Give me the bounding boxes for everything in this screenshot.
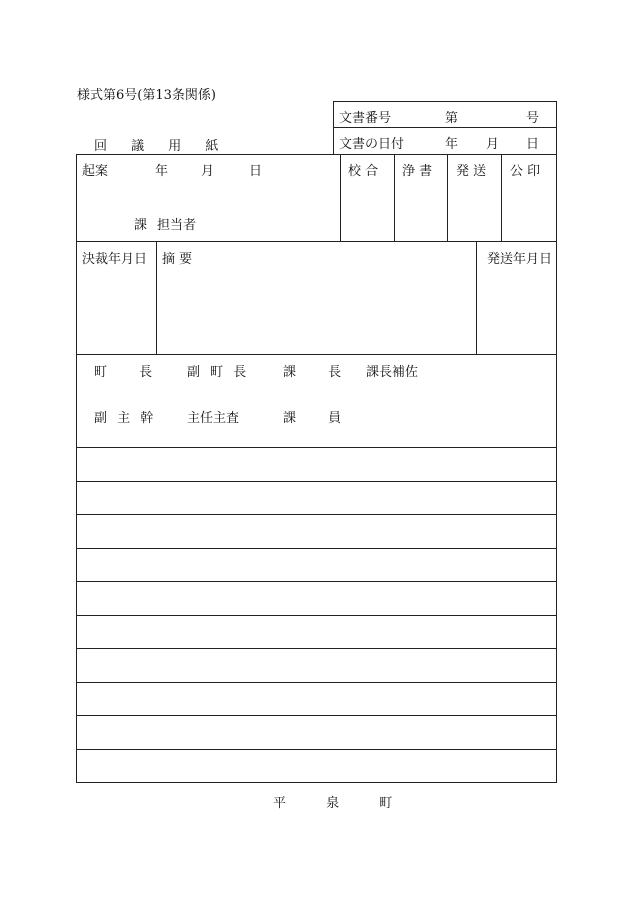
tekiyou-label: 摘 要 — [162, 252, 193, 267]
approver-fukuchouchou: 副 町 長 — [187, 365, 250, 380]
decision-divider — [476, 241, 477, 354]
blank-row-line — [76, 581, 557, 582]
kian-label: 起案 — [82, 164, 109, 179]
kian-tantousha: 担当者 — [157, 218, 197, 233]
form-code: 様式第6号(第13条関係) — [77, 88, 216, 103]
section-divider — [76, 354, 557, 355]
form-title: 回 議 用 紙 — [94, 139, 229, 154]
stamp-divider — [394, 154, 395, 241]
blank-row-line — [76, 648, 557, 649]
blank-row-line — [76, 682, 557, 683]
stamp-kougou: 校 合 — [348, 164, 379, 179]
blank-row-line — [76, 749, 557, 750]
decision-divider — [156, 241, 157, 354]
approver-shuninshusa: 主任主査 — [187, 411, 240, 426]
section-divider — [76, 241, 557, 242]
kian-year: 年 — [155, 164, 169, 179]
blank-row-line — [76, 481, 557, 482]
kian-month: 月 — [201, 164, 215, 179]
doc-number-dai: 第 — [445, 111, 459, 126]
doc-date-month: 月 — [486, 137, 500, 152]
stamp-kouin: 公 印 — [510, 164, 541, 179]
doc-date-day: 日 — [526, 137, 540, 152]
main-form-frame — [76, 154, 557, 783]
blank-row-line — [76, 514, 557, 515]
stamp-jousho: 浄 書 — [402, 164, 433, 179]
doc-date-year: 年 — [445, 137, 459, 152]
doc-number-label: 文書番号 — [339, 111, 392, 126]
approver-kain: 課 員 — [283, 411, 356, 426]
stamp-divider — [501, 154, 502, 241]
kessai-label: 決裁年月日 — [82, 252, 148, 267]
doc-date-label: 文書の日付 — [339, 137, 405, 152]
blank-row-line — [76, 548, 557, 549]
hassou-date-label: 発送年月日 — [487, 252, 553, 267]
approver-fukushukan: 副 主 幹 — [94, 411, 157, 426]
stamp-divider — [447, 154, 448, 241]
footer-town-name: 平 泉 町 — [273, 796, 411, 811]
blank-row-line — [76, 615, 557, 616]
approver-kachouhosa: 課長補佐 — [366, 365, 419, 380]
approver-chouchou: 町 長 — [94, 365, 167, 380]
blank-row-line — [76, 447, 557, 448]
approver-kachou: 課 長 — [283, 365, 356, 380]
blank-row-line — [76, 715, 557, 716]
doc-info-divider — [333, 127, 557, 128]
kian-ka: 課 — [134, 218, 148, 233]
doc-number-go: 号 — [526, 111, 540, 126]
kian-day: 日 — [249, 164, 263, 179]
stamp-hassou: 発 送 — [456, 164, 487, 179]
stamp-divider — [340, 154, 341, 241]
